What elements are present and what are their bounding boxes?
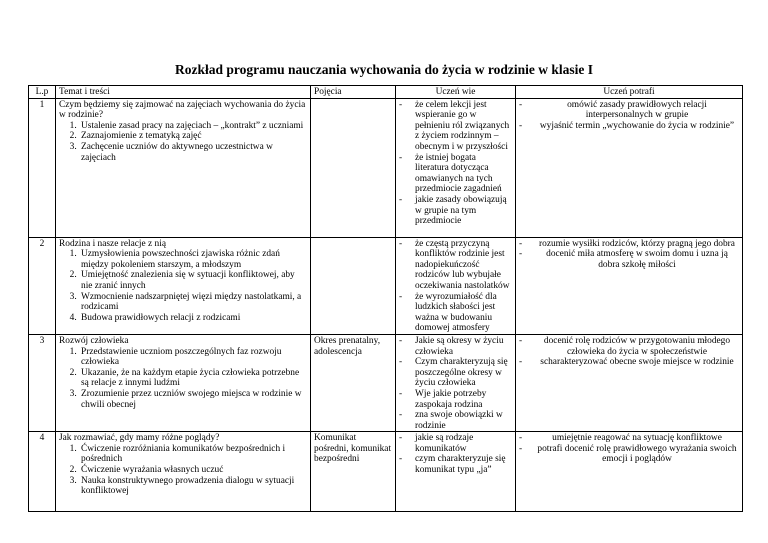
can-list [519,336,739,368]
knows-item: - Czym charakteryzują się poszczególne okresy w życiu człowieka [399,357,512,389]
header-can [516,86,743,99]
topic-item: 3. Zrozumienie przez uczniów swojego miejsca w rodzinie w chwili obecnej [79,389,307,410]
can-item: - omówić zasady prawidłowych relacji interpersonalnych w grupie [519,100,739,121]
knows-list [399,336,512,431]
topic-item: 1. Ustalenie zasad pracy na zajęciach – „kontrakt” z uczniami [79,121,307,132]
knows-cell [396,237,516,334]
topic-item: 3. Nauka konstruktywnego prowadzenia dialogu w sytuacji konfliktowej [79,476,307,497]
can-item: - scharakteryzować obecne swoje miejsce w rodzinie [519,357,739,368]
row-number: 4 [29,432,56,512]
header-topic-label: Temat i treści [59,87,110,97]
knows-item: - Wje jakie potrzeby zaspokaja rodzina [399,389,512,410]
header-topic [56,86,311,99]
topic-title: Rozwój człowieka [59,335,129,346]
header-row [29,86,743,99]
knows-cell [396,334,516,431]
knows-item: - czym charakteryzuje się komunikat typu „ja” [399,454,512,475]
can-cell [516,432,743,512]
topic-title: Jak rozmawiać, gdy mamy różne poglądy? [59,433,220,444]
table-row [29,432,743,512]
knows-item: - że celem lekcji jest wspieranie go w pełnieniu ról związanych z życiem rodzinnym – obecnym i w przyszłości [399,100,512,153]
knows-item: - że częstą przyczyną konfliktów rodzinie jest nadopiekuńczość rodziców lub wybujałe oczekiwania nastolatków [399,239,512,292]
topic-cell [56,98,311,237]
header-terms [311,86,396,99]
topic-item: 1. Uzmysłowienia powszechności zjawiska różnic zdań między pokoleniem starszym, a młodszym [79,249,307,270]
topic-item: 1. Przedstawienie uczniom poszczególnych faz rozwoju człowieka [79,347,307,368]
knows-item: - że istniej bogata literatura dotycząca omawianych na tych przedmiocie zagadnień [399,153,512,195]
topic-items [59,121,307,163]
knows-item: - jakie zasady obowiązują w grupie na tym przedmiocie [399,195,512,227]
can-cell [516,334,743,431]
topic-items [59,249,307,323]
topic-item: 1. Ćwiczenie rozróżniania komunikatów bezpośrednich i pośrednich [79,444,307,465]
can-item: - docenić rolę rodziców w przygotowaniu młodego człowieka do życia w społeczeństwie [519,336,739,357]
terms-cell: Okres prenatalny, adolescencja [311,334,396,431]
can-list [519,239,739,271]
knows-item: - jakie są rodzaje komunikatów [399,433,512,454]
topic-item: 3. Wzmocnienie nadszarpniętej więzi między nastolatkami, a rodzicami [79,292,307,313]
knows-cell [396,98,516,237]
topic-item: 2. Umiejętność znalezienia się w sytuacji konfliktowej, aby nie zranić innych [79,270,307,291]
knows-list [399,100,512,227]
header-knows-label: Uczeń wie [435,87,476,97]
topic-item: 2. Ćwiczenie wyrażania własnych uczuć [79,465,307,476]
row-number: 3 [29,334,56,431]
header-knows [396,86,516,99]
can-item: - umiejętnie reagować na sytuację konfliktowe [519,433,739,444]
knows-list [399,239,512,334]
topic-items [59,347,307,411]
topic-item: 2. Ukazanie, że na każdym etapie życia człowieka potrzebne są relacje z innymi ludźmi [79,368,307,389]
can-item: - potrafi docenić rolę prawidłowego wyrażania swoich emocji i poglądów [519,444,739,465]
can-cell [516,98,743,237]
knows-item: - że wyrozumiałość dla ludzkich słabości jest ważna w budowaniu domowej atmosfery [399,292,512,334]
topic-items [59,444,307,497]
can-list [519,100,739,132]
header-lp-label: L.p [35,87,49,97]
table-row [29,98,743,237]
header-lp [29,86,56,99]
curriculum-table [28,85,743,512]
topic-item: 4. Budowa prawidłowych relacji z rodzicami [79,313,307,324]
header-terms-label: Pojęcia [314,87,342,97]
document-title: Rozkład programu nauczania wychowania do życia w rodzinie w klasie I [174,62,594,77]
knows-cell [396,432,516,512]
knows-item: - Jakie są okresy w życiu człowieka [399,336,512,357]
row-number: 2 [29,237,56,334]
can-item: - docenić miła atmosferę w swoim domu i uzna ją dobra szkołę miłości [519,249,739,270]
knows-item: - zna swoje obowiązki w rodzinie [399,410,512,431]
terms-cell [311,237,396,334]
knows-list [399,433,512,475]
topic-item: 3. Zachęcenie uczniów do aktywnego uczestnictwa w zajęciach [79,142,307,163]
table-row [29,334,743,431]
topic-title: Czym będziemy się zajmować na zajęciach wychowania do życia w rodzinie? [59,99,306,121]
terms-cell: Komunikat pośredni, komunikat bezpośredni [311,432,396,512]
can-cell [516,237,743,334]
topic-cell [56,237,311,334]
topic-cell [56,334,311,431]
header-can-label: Uczeń potrafi [603,87,655,97]
table-row [29,237,743,334]
terms-cell [311,98,396,237]
can-list [519,433,739,465]
topic-item: 2. Zaznajomienie z tematyką zajęć [79,131,307,142]
can-item: - wyjaśnić termin „wychowanie do życia w rodzinie” [519,121,739,132]
topic-cell [56,432,311,512]
row-number: 1 [29,98,56,237]
can-item: - rozumie wysiłki rodziców, którzy pragną jego dobra [519,239,739,250]
topic-title: Rodzina i nasze relacje z nią [59,238,166,249]
